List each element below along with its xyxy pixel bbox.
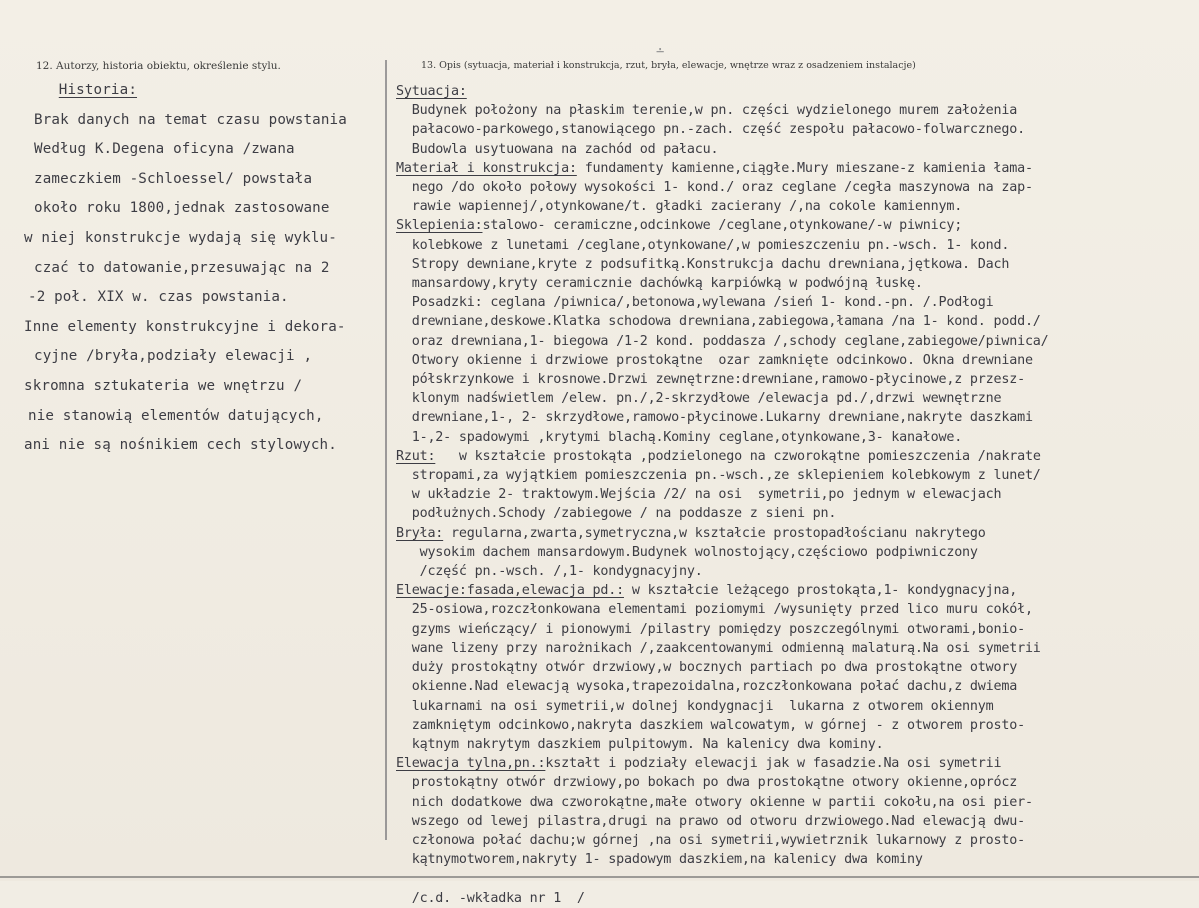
description-line: [396, 889, 1196, 908]
history-line: nie stanowią elementów datujących,: [28, 407, 324, 424]
description-line: [396, 447, 1196, 466]
section-label: Sklepienia:: [396, 218, 483, 234]
column-divider: [385, 60, 387, 840]
history-line: Brak danych na temat czasu powstania: [34, 111, 347, 128]
page-bottom-rule: [0, 876, 1199, 878]
description-text: rawie wapiennej/,otynkowane/t. gładki zacierany /,na cokole kamiennym.: [396, 199, 963, 215]
description-line: [396, 140, 1196, 159]
section-label: Bryła:: [396, 525, 444, 541]
history-line: skromna sztukateria we wnętrzu /: [24, 377, 303, 394]
history-line: około roku 1800,jednak zastosowane: [34, 200, 330, 217]
description-text: wysokim dachem mansardowym.Budynek wolnostojący,częściowo podpiwniczony: [396, 544, 978, 560]
history-line: cyjne /bryła,podziały elewacji ,: [34, 348, 313, 365]
description-text: mansardowy,kryty ceramicznie dachówką karpiówką w podwójną łuskę.: [396, 276, 923, 292]
description-text: /część pn.-wsch. /,1- kondygnacyjny.: [396, 564, 703, 580]
description-line: [396, 581, 1196, 600]
description-text: Stropy dewniane,kryte z podsufitką.Konstrukcja dachu drewniana,jętkowa. Dach: [396, 256, 1010, 272]
description-text: Otwory okienne i drzwiowe prostokątne ozar zamknięte odcinkowo. Okna drewniane: [396, 352, 1033, 368]
description-line: [396, 562, 1196, 581]
description-line: [396, 735, 1196, 754]
description-text: w kształcie leżącego prostokąta,1- kondygnacyjna,: [624, 583, 1018, 599]
section-label: Elewacje:fasada,elewacja pd.:: [396, 583, 624, 599]
description-line: [396, 543, 1196, 562]
description-line: [396, 600, 1196, 619]
description-text: Budynek położony na płaskim terenie,w pn. części wydzielonego murem założenia: [396, 103, 1018, 119]
left-column-header: 12. Autorzy, historia obiektu, określenie stylu.: [36, 60, 281, 72]
description-text: /c.d. -wkładka nr 1 /: [396, 890, 585, 906]
history-line: Według K.Degena oficyna /zwana: [34, 141, 295, 158]
description-line: [396, 658, 1196, 677]
description-line: [396, 82, 1196, 101]
description-line: [396, 216, 1196, 235]
description-line: [396, 293, 1196, 312]
description-text: drewniane,deskowe.Klatka schodowa drewniana,zabiegowa,łamana /na 1- kond. podd./: [396, 314, 1041, 330]
description-text: regularna,zwarta,symetryczna,w kształcie prostopadłościanu nakrytego: [443, 525, 986, 541]
description-line: [396, 101, 1196, 120]
description-line: [396, 773, 1196, 792]
description-line: [396, 236, 1196, 255]
description-line: [396, 274, 1196, 293]
section-label: Rzut:: [396, 448, 436, 464]
description-text: członowa połać dachu;w górnej ,na osi symetrii,wywietrznik lukarnowy z prosto-: [396, 832, 1025, 848]
description-line: [396, 408, 1196, 427]
description-text: drewniane,1-, 2- skrzydłowe,ramowo-płycinowe.Lukarny drewniane,nakryte daszkami: [396, 410, 1033, 426]
history-line: w niej konstrukcje wydają się wyklu-: [24, 229, 337, 246]
description-text: nich dodatkowe dwa czworokątne,małe otwory okienne w partii cokołu,na osi pier-: [396, 794, 1033, 810]
pencil-mark: ∸: [656, 44, 665, 60]
description-text: 1-,2- spadowymi ,krytymi blachą.Kominy ceglane,otynkowane,3- kanałowe.: [396, 429, 963, 445]
description-line: [396, 428, 1196, 447]
history-line: czać to datowanie,przesuwając na 2: [34, 259, 330, 276]
description-line: [396, 812, 1196, 831]
history-line: -2 poł. XIX w. czas powstania.: [28, 289, 289, 306]
description-text: lukarnami na osi symetrii,w dolnej kondygnacji lukarna z otworem okiennym: [396, 698, 994, 714]
history-heading-label: Historia:: [58, 82, 138, 98]
description-text: pałacowo-parkowego,stanowiącego pn.-zach. część zespołu pałacowo-folwarcznego.: [396, 122, 1025, 138]
description-text: 25-osiowa,rozczłonkowana elementami poziomymi /wysunięty przed lico muru cokół,: [396, 602, 1033, 618]
right-column-header: 13. Opis (sytuacja, materiał i konstrukcja, rzut, bryła, elewacje, wnętrze wraz z osadzeniem instalacje): [421, 60, 916, 71]
history-section: [24, 76, 376, 461]
description-line: [396, 754, 1196, 773]
description-line: [396, 370, 1196, 389]
description-text: Posadzki: ceglana /piwnica/,betonowa,wylewana /sień 1- kond.-pn. /.Podłogi: [396, 295, 994, 311]
description-text: kątnymotworem,nakryty 1- spadowym daszkiem,na kalenicy dwa kominy: [396, 852, 923, 868]
description-line: [396, 178, 1196, 197]
description-text: wane lizeny przy narożnikach /,zaakcentowanymi odmienną malaturą.Na osi symetrii: [396, 640, 1041, 656]
description-line: [396, 351, 1196, 370]
description-text: stalowo- ceramiczne,odcinkowe /ceglane,otynkowane/-w piwnicy;: [482, 218, 963, 234]
description-text: klonym nadświetlem /elew. pn./,2-skrzydłowe /elewacja pd./,drzwi wewnętrzne: [396, 391, 1002, 407]
section-label: Elewacja tylna,pn.:: [396, 756, 546, 772]
description-text: Budowla usytuowana na zachód od pałacu.: [396, 141, 719, 157]
description-line: [396, 332, 1196, 351]
description-line: [396, 677, 1196, 696]
description-line: [396, 850, 1196, 869]
description-line: [396, 524, 1196, 543]
description-section: [396, 82, 1196, 908]
description-line: [396, 466, 1196, 485]
description-text: stropami,za wyjątkiem pomieszczenia pn.-wsch.,ze sklepieniem kolebkowym z lunet/: [396, 468, 1041, 484]
description-text: półskrzynkowe i krosnowe.Drzwi zewnętrzne:drewniane,ramowo-płycinowe,z przesz-: [396, 372, 1025, 388]
description-text: w układzie 2- traktowym.Wejścia /2/ na osi symetrii,po jednym w elewacjach: [396, 487, 1002, 503]
description-line: [396, 255, 1196, 274]
description-line: [396, 485, 1196, 504]
history-line: zameczkiem -Schloessel/ powstała: [34, 170, 313, 187]
description-line: [396, 197, 1196, 216]
section-label: Sytuacja:: [396, 84, 467, 99]
description-line: [396, 831, 1196, 850]
description-text: w kształcie prostokąta ,podzielonego na czworokątne pomieszczenia /nakrate: [435, 448, 1041, 464]
description-line: [396, 620, 1196, 639]
description-text: prostokątny otwór drzwiowy,po bokach po dwa prostokątne otwory okienne,oprócz: [396, 775, 1018, 791]
section-label: Materiał i konstrukcja:: [396, 160, 577, 176]
description-text: kątnym nakrytym daszkiem pulpitowym. Na kalenicy dwa kominy.: [396, 736, 884, 752]
description-text: kształt i podziały elewacji jak w fasadzie.Na osi symetrii: [545, 756, 1002, 772]
description-text: nego /do około połowy wysokości 1- kond./ oraz ceglane /cegła maszynowa na zap-: [396, 180, 1033, 196]
description-text: oraz drewniana,1- biegowa /1-2 kond. poddasza /,schody ceglane,zabiegowe/piwnica/: [396, 333, 1049, 349]
history-heading: [24, 76, 376, 106]
description-line: [396, 639, 1196, 658]
description-line: [396, 389, 1196, 408]
description-line: [396, 120, 1196, 139]
description-line: [396, 312, 1196, 331]
history-line: ani nie są nośnikiem cech stylowych.: [24, 437, 337, 454]
description-line: [396, 159, 1196, 178]
description-text: okienne.Nad elewacją wysoka,trapezoidalna,rozczłonkowana połać dachu,z dwiema: [396, 679, 1018, 695]
history-line: Inne elementy konstrukcyjne i dekora-: [24, 318, 346, 335]
description-line: [396, 716, 1196, 735]
description-text: gzyms wieńczący/ i pionowymi /pilastry pomiędzy poszczególnymi otworami,bonio-: [396, 621, 1025, 637]
description-text: duży prostokątny otwór drzwiowy,w bocznych partiach po dwa prostokątne otwory: [396, 660, 1018, 676]
description-text: fundamenty kamienne,ciągłe.Mury mieszane-z kamienia łama-: [576, 160, 1033, 176]
description-text: podłużnych.Schody /zabiegowe / na poddasze z sieni pn.: [396, 506, 837, 522]
description-text: wszego od lewej pilastra,drugi na prawo od otworu drzwiowego.Nad elewacją dwu-: [396, 813, 1025, 829]
description-line: [396, 793, 1196, 812]
description-text: zamkniętym odcinkowo,nakryta daszkiem walcowatym, w górnej - z otworem prosto-: [396, 717, 1025, 733]
description-line: [396, 697, 1196, 716]
description-text: kolebkowe z lunetami /ceglane,otynkowane/,w pomieszczeniu pn.-wsch. 1- kond.: [396, 237, 1010, 253]
description-line: [396, 504, 1196, 523]
description-line: [396, 869, 1196, 888]
